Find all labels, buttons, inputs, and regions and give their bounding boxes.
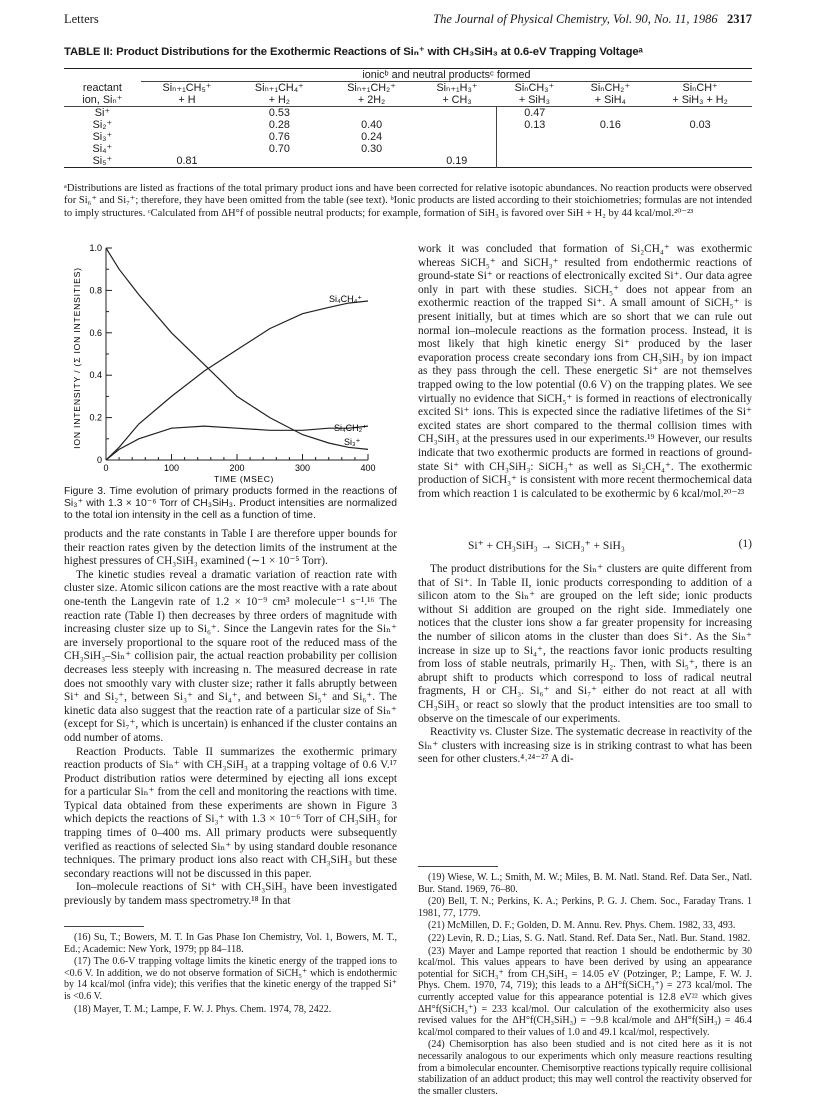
table-cell: 0.70 bbox=[268, 143, 290, 155]
y-tick-label: 0.8 bbox=[89, 285, 102, 296]
table-group-header: ionicᵇ and neutral productsᶜ formed bbox=[141, 69, 752, 82]
reactant-ion: Si₅⁺ bbox=[92, 155, 113, 167]
chart-series bbox=[106, 248, 368, 460]
series-label-si3: Si₃⁺ bbox=[344, 437, 361, 447]
table-cell: 0.40 bbox=[361, 119, 383, 131]
reactant-ion: Si₃⁺ bbox=[92, 131, 113, 143]
table-cell: 0.76 bbox=[268, 131, 290, 143]
table-row bbox=[64, 131, 752, 143]
row-header-line2: ion, Siₙ⁺ bbox=[82, 94, 123, 106]
table-product-distributions bbox=[64, 68, 752, 168]
paragraph: Ion–molecule reactions of Si⁺ with CH₃SiH₃ have been investigated previously by tandem mass spectrometry.¹⁸ In that bbox=[64, 881, 397, 908]
table-cell bbox=[418, 119, 497, 131]
right-references bbox=[418, 872, 752, 1098]
paragraph: products and the rate constants in Table I are therefore upper bounds for their reaction rates given by the detection limits of the instrument at the highest pressures of CH₃SiH₃ examined (∼1 × 10⁻⁵ Torr). bbox=[64, 528, 397, 568]
column-subheader: + SiH₃ + H₂ bbox=[672, 94, 728, 106]
column-subheader: + SiH₃ bbox=[518, 94, 550, 106]
table-cell: 0.30 bbox=[361, 143, 383, 155]
paragraph: Reactivity vs. Cluster Size. The systematic decrease in reactivity of the Siₙ⁺ clusters with increasing size is in striking contrast to what has been seen for other clusters.⁴˒²⁴⁻²⁷ A di- bbox=[418, 726, 752, 766]
reference: (16) Su, T.; Bowers, M. T. In Gas Phase Ion Chemistry, Vol. 1, Bowers, M. T., Ed.; Academic: New York, 1979; pp 84–118. bbox=[64, 932, 397, 955]
journal-name: The Journal of Physical Chemistry, Vol. 90, No. 11, 1986 bbox=[433, 12, 718, 26]
table-cell: 0.81 bbox=[176, 155, 198, 167]
chart-ticks bbox=[89, 243, 375, 473]
paragraph: The product distributions for the Siₙ⁺ clusters are quite different from that of Si⁺. In Table II, ionic products corresponding to addition of a silicon atom to the Siₙ⁺ are grouped on the left side; ionic products without Si addition are grouped on the right side. Immediately one notices that the cluster ions show a far greater propensity for increasing the number of silicon atoms in the cluster than does Si⁺. As the Siₙ⁺ increase in size up to Si₄⁺, the reactions favor ionic products resulting from loss of stable neutrals, primarily H₂. Then, with Si₅⁺, there is an abrupt shift to products which correspond to loss of radical neutral fragments, H or CH₃. Si₆⁺ and Si₇⁺ either do not react at all with CH₃SiH₃ or react so slowly that the product intensities are too small to observe on the timescale of our experiments. bbox=[418, 563, 752, 725]
table-cell bbox=[648, 155, 752, 168]
table-cell bbox=[141, 131, 233, 143]
reactant-ion: Si⁺ bbox=[94, 107, 111, 119]
column-header: Siₙ₊₁CH₄⁺ bbox=[254, 82, 304, 94]
right-column-text-top bbox=[418, 243, 752, 501]
series-label-si4ch2: Si₄CH₂⁺ bbox=[334, 423, 367, 433]
y-tick-label: 0.2 bbox=[89, 412, 102, 423]
column-subheader: + H₂ bbox=[268, 94, 290, 106]
table-cell: 0.47 bbox=[496, 107, 572, 119]
table-cell: 0.53 bbox=[268, 107, 290, 119]
column-subheader: + 2H₂ bbox=[357, 94, 386, 106]
table-cell bbox=[141, 119, 233, 131]
table-cell bbox=[573, 131, 649, 143]
table-row bbox=[64, 107, 752, 119]
series-label-si4ch4: Si₄CH₄⁺ bbox=[329, 294, 363, 304]
table-cell bbox=[573, 143, 649, 155]
column-header: Siₙ₊₁CH₂⁺ bbox=[347, 82, 396, 94]
table-cell bbox=[326, 107, 418, 119]
reference: (21) McMillen, D. F.; Golden, D. M. Annu. Rev. Phys. Chem. 1982, 33, 493. bbox=[428, 920, 736, 932]
table-cell: 0.03 bbox=[689, 119, 711, 131]
row-header-line1: reactant bbox=[82, 81, 122, 94]
table-cell bbox=[573, 107, 649, 119]
x-tick-label: 0 bbox=[103, 463, 109, 473]
column-header: Siₙ₊₁H₃⁺ bbox=[436, 82, 478, 94]
reactant-ion: Si₄⁺ bbox=[92, 143, 113, 155]
table-caption: TABLE II: Product Distributions for the Exothermic Reactions of Siₙ⁺ with CH₃SiH₃ at 0.6-eV Trapping Voltageᵃ bbox=[64, 46, 643, 58]
table-cell bbox=[648, 143, 752, 155]
reference: (23) Mayer and Lampe reported that reaction 1 should be endothermic by 30 kcal/mol. This values appears to have been derived by using an appearance potential for SiCH₃⁺ from CH₃SiH₃ = 14.05 eV (Potzinger, P.; Lampe, F. W. J. Phys. Chem. 1970, 74, 719); this leads to a ΔH°f(SiCH₃⁺) = 273 kcal/mol. The currently accepted value for this appearance potential is 12.8 eV²² which gives ΔH°f(SiCH₃⁺) = 233 kcal/mol. Our calculation of the exothermicity also uses revised values for the ΔH°f(CH₃SiH₃) = −9.8 kcal/mole and ΔH°f(SiH₃) = 46.4 kcal/mol compared to their values of 1.0 and 49.1 kcal/mol, respectively. bbox=[418, 945, 752, 1038]
table-cell bbox=[418, 131, 497, 143]
left-references bbox=[64, 932, 397, 1016]
table-cell bbox=[418, 143, 497, 155]
column-subheader: + H bbox=[178, 94, 196, 106]
x-axis-label: TIME (MSEC) bbox=[213, 474, 275, 484]
table-cell bbox=[418, 107, 497, 119]
table-cell bbox=[648, 131, 752, 143]
paragraph: work it was concluded that formation of Si₂CH₄⁺ was exothermic whereas SiCH₅⁺ and SiCH₃⁺ resulted from endothermic reactions of ground-state Si⁺ or reactions of electronically excited Si⁺. Our data agree only in part with these studies. SiCH₅⁺ does not appear from an exothermic reaction of the trapped Si⁺. A small amount of SiCH₅⁺ is present initially, but at times which are so short that we can rule out normal ion–molecule reactions as the formation process. Instead, it is most likely that high kinetic energy Si⁺ produced by the laser evaporation process create secondary ions from CH₃SiH₃ by ion impact as they pass through the cell. These energetic Si⁺ are not themselves trapped owing to the low potential (0.6 V) on the trapping plates. We see virtually no evidence that SiCH₅⁺ is formed in reactions of electronically excited Si⁺ ions. This is expected since the radiative lifetimes of the Si⁺ excited states are short compared to the thermal collision times with CH₃SiH₃ at the pressures used in our experiments.¹⁹ However, our results indicate that two exothermic products are formed in reactions of ground-state Si⁺ with CH₃SiH₃: SiCH₃⁺ as well as Si₂CH₄⁺. The exothermic production of SiCH₃⁺ is consistent with more recent thermochemical data from which reaction 1 is calculated to be exothermic by 6 kcal/mol.²⁰⁻²³ bbox=[418, 243, 752, 500]
column-header: SiₙCH⁺ bbox=[682, 82, 718, 94]
table-row bbox=[64, 119, 752, 131]
section-label: Letters bbox=[64, 12, 99, 26]
x-tick-label: 400 bbox=[360, 463, 376, 473]
equation-number: (1) bbox=[738, 538, 752, 550]
reactant-ion: Si₂⁺ bbox=[92, 119, 113, 131]
y-axis-label: ION INTENSITY / (Σ ION INTENSITIES) bbox=[72, 267, 82, 449]
reference: (18) Mayer, T. M.; Lampe, F. W. J. Phys. Chem. 1974, 78, 2422. bbox=[74, 1003, 332, 1015]
x-tick-label: 100 bbox=[163, 463, 180, 473]
page-number: 2317 bbox=[727, 12, 752, 26]
footnote-rule-left bbox=[64, 926, 144, 927]
table-cell bbox=[496, 143, 572, 155]
reference: (22) Levin, R. D.; Lias, S. G. Natl. Stand. Ref. Data Ser., Natl. Bur. Stand. 1982. bbox=[428, 932, 751, 944]
column-subheader: + SiH₄ bbox=[594, 94, 626, 106]
table-cell bbox=[141, 107, 233, 119]
y-tick-label: 1.0 bbox=[89, 243, 102, 253]
y-tick-label: 0 bbox=[96, 455, 102, 465]
column-header: Siₙ₊₁CH₅⁺ bbox=[162, 82, 212, 94]
table-footnotes: ᵃDistributions are listed as fractions of the total primary product ions and have been corrected for relative isotopic abundances. No reaction products were observed for Si₆⁺ and Si₇⁺; therefore, they have been omitted from the table (see text). ᵇIonic products are listed according to their stoichiometries; formulas are not intended to imply structures. ᶜCalculated from ΔH°f of possible neutral products; for example, formation of SiH₃ is favored over SiH + H₂ by 44 kcal/mol.²⁰⁻²³ bbox=[64, 183, 752, 219]
x-tick-label: 300 bbox=[294, 463, 311, 473]
table-cell: 0.16 bbox=[599, 119, 621, 131]
equation-text: Si⁺ + CH₃SiH₃ → SiCH₃⁺ + SiH₃ bbox=[468, 540, 625, 552]
table-cell: 0.24 bbox=[361, 131, 383, 143]
figure-caption: Figure 3. Time evolution of primary products formed in the reactions of Si₃⁺ with 1.3 × 10⁻⁶ Torr of CH₃SiH₃. Product intensities are normalized to the total ion intensity in the cell as a function of time. bbox=[64, 486, 397, 522]
left-column-text bbox=[64, 528, 397, 909]
equation-1 bbox=[418, 538, 752, 554]
reference: (20) Bell, T. N.; Perkins, K. A.; Perkins, P. G. J. Chem. Soc., Faraday Trans. 1 1981, 77, 1779. bbox=[418, 896, 752, 919]
table-cell: 0.13 bbox=[496, 119, 572, 131]
table-row bbox=[64, 155, 752, 168]
reference: (24) Chemisorption has also been studied and is not cited here as it is not necessarily analogous to our experiments which only measure reactions resulting from a bimolecular encounter. Chemisorptive reactions typically require collisional stabilization of an adduct product; this may well control the reactivity observed for the smaller clusters. bbox=[418, 1039, 752, 1097]
running-header bbox=[64, 12, 752, 32]
table-cell bbox=[648, 107, 752, 119]
table-cell bbox=[496, 155, 572, 168]
reference: (17) The 0.6-V trapping voltage limits the kinetic energy of the trapped ions to <0.6 V. In addition, we do not observe formation of SiCH₅⁺ which is endothermic by 14 kcal/mol (infra vide); this verifies that the kinetic energy of the trapped Si⁺ is <0.6 V. bbox=[64, 956, 397, 1002]
right-column-text-bottom bbox=[418, 563, 752, 767]
table-cell bbox=[496, 131, 572, 143]
paragraph: The kinetic studies reveal a dramatic variation of reaction rate with cluster size. Atomic silicon cations are the most reactive with a rate about one-tenth the Langevin rate of 1.2 × 10⁻⁹ cm³ molecule⁻¹ s⁻¹.¹⁶ The reaction rate (Table I) then decreases by three orders of magnitude with increasing cluster size up to Si₆⁺. Since the Langevin rates for the Siₙ⁺ are inversely proportional to the square root of the reduced mass of the CH₃SiH₃–Siₙ⁺ collision pair, the actual reaction probability per collision decreases less steeply with increasing n. The measured decrease in rate does not smoothly vary with cluster size; rather it falls abruptly between Si⁺ and Si₂⁺, between Si₃⁺ and Si₄⁺, and between Si₅⁺ and Si₆⁺. The kinetic data also suggest that the reaction rate of a particular size of Siₙ⁺ (except for Si₇⁺, which is uncertain) is enhanced if the cluster contains an odd number of atoms. bbox=[64, 568, 397, 744]
figure-3-chart bbox=[64, 240, 397, 485]
table-corner bbox=[64, 69, 141, 82]
table-cell bbox=[233, 155, 325, 168]
table-cell bbox=[326, 155, 418, 168]
reference: (19) Wiese, W. L.; Smith, M. W.; Miles, B. M. Natl. Stand. Ref. Data Ser., Natl. Bur. Stand. 1969, 76–80. bbox=[418, 872, 752, 895]
column-subheader: + CH₃ bbox=[442, 94, 472, 106]
table-cell: 0.19 bbox=[446, 155, 468, 167]
column-header: SiₙCH₂⁺ bbox=[590, 82, 631, 94]
paragraph: Reaction Products. Table II summarizes the exothermic primary reaction products of Siₙ⁺ with CH₃SiH₃ at a trapping voltage of 0.6 V.¹⁷ Product distribution ratios were determined by ejecting all ions except for a particular Siₙ⁺ from the cell and monitoring the reactions with time. Typical data obtained from these experiments are shown in Figure 3 which depicts the reactions of Si₃⁺ with 1.3 × 10⁻⁶ Torr of CH₃SiH₃ for trapping times of 0–400 ms. All primary products were subsequently verified as reactions of selected Siₙ⁺ by using standard double resonance techniques. The primary product ions also react with CH₃SiH₃ but these secondary reactions will not be discussed in this paper. bbox=[64, 745, 397, 880]
table-cell bbox=[573, 155, 649, 168]
y-tick-label: 0.6 bbox=[89, 327, 102, 338]
x-tick-label: 200 bbox=[229, 463, 245, 473]
journal-citation bbox=[433, 12, 752, 27]
column-header: SiₙCH₃⁺ bbox=[514, 82, 555, 94]
footnote-rule-right bbox=[418, 866, 498, 867]
y-tick-label: 0.4 bbox=[89, 370, 102, 381]
table-cell: 0.28 bbox=[268, 119, 290, 131]
table-cell bbox=[141, 143, 233, 155]
table-row bbox=[64, 143, 752, 155]
